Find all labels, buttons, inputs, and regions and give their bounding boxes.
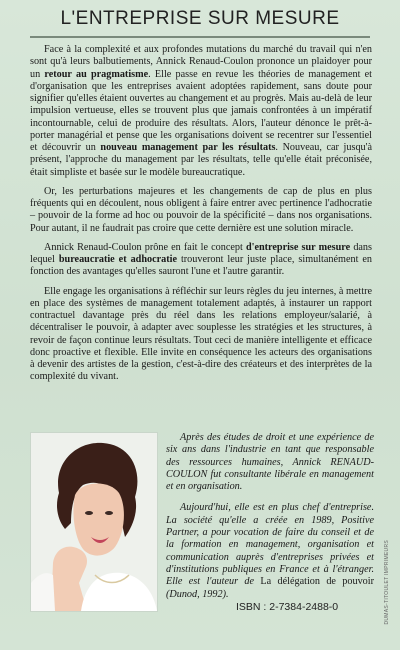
bio-paragraph-1: Après des études de droit et une expérience de six ans dans l'industrie en tant que responsable des ressources humaines, Annick RENAUD-COULON fut consultante libérale en management et en organisation. [166,432,374,493]
emphasis-text: bureaucratie et adhocratie [58,254,177,265]
blurb-paragraph [30,44,372,179]
blurb-paragraph [30,186,372,235]
blurb-paragraph [30,242,372,279]
book-reference: La délégation de pouvoir [260,576,375,588]
blurb-paragraph [30,286,372,384]
bio-p2-end: (Dunod, 1992). [166,588,229,600]
paragraph-text: dans lequel [30,241,372,265]
isbn: ISBN : 2-7384-2488-0 [236,601,339,613]
author-bio [166,432,374,610]
emphasis-text: retour au pragmatisme [44,68,149,80]
printer-code: DUMAS-TITOULET IMPRIMEURS [384,540,390,625]
paragraph-text: trouveront leur juste place, simultanément en fonction des avantages qu'elles sauront l'une et l'autre garantir. [30,254,372,278]
blurb [30,44,372,391]
paragraph-text: Elle engage les organisations à réfléchir sur leurs règles du jeu internes, à mettre en place des systèmes de management totalement adaptés, à instaurer un rapport contractuel davantage près du réel dans les relations employeur/salarié, à décentraliser le pouvoir, à adapter avec souplesse les stratégies et les structures, à revoir de façon continue leurs résultats. Tout ceci de manière intelligente et efficace donc proactive et flexible. Elle invite en conséquence les acteurs des organisations à devenir des artistes de la gestion, c'est-à-dire des créateurs et des interprètes de la complexité du vivant. [30,285,372,383]
paragraph-text: Or, les perturbations majeures et les changements de cap de plus en plus fréquents qui en découlent, nous obligent à faire entrer avec pertinence l'adhocratie – pouvoir de la forme ad hoc ou pouvoir de la spécificité – dans nos organisations. Pour autant, il ne faudrait pas croire que cette dernière est une solution miracle. [30,185,372,234]
paragraph-text: Annick Renaud-Coulon prône en fait le concept [44,241,246,253]
paragraph-text: . Elle passe en revue les théories de management et d'organisation que les entreprises avaient adoptées rapidement, sans doute pour signifier qu'elles étaient ouvertes au changement et au progrès. Mais au-delà de leur impulsion vertueuse, elles se trouvent plus que jamais confrontées à un impératif incontournable, celui de produire des résultats. Alors, l'auteur dénonce le prêt-à-porter managérial et pense que les organisations doivent se recentrer sur l'essentiel et découvrir un [30,68,373,153]
bio-paragraph-2 [166,502,374,600]
title-rule [30,36,370,38]
paragraph-text: . Nouveau, car jusqu'à présent, l'approche du management par les résultats, telle qu'elle était préconisée, était simpliste et basée sur le modèle bureaucratique. [30,142,372,178]
emphasis-text: d'entreprise sur mesure [245,241,351,253]
author-photo [30,432,158,612]
bio-p2-text: Aujourd'hui, elle est en plus chef d'entreprise. La société qu'elle a créée en 1989, Positive Partner, a pour vocation de faire du conseil et de la formation en management, organisation et communication auprès d'entreprises privées et d'institutions publiques en France et à l'étranger. Elle est l'auteur de [166,502,374,588]
book-title: L'ENTREPRISE SUR MESURE [60,8,340,29]
paragraph-text: Face à la complexité et aux profondes mutations du marché du travail qui n'en sont qu'à leurs balbutiements, Annick Renaud-Coulon prononce un plaidoyer pour un [30,44,372,80]
emphasis-text: nouveau management par les résultats [100,142,276,153]
